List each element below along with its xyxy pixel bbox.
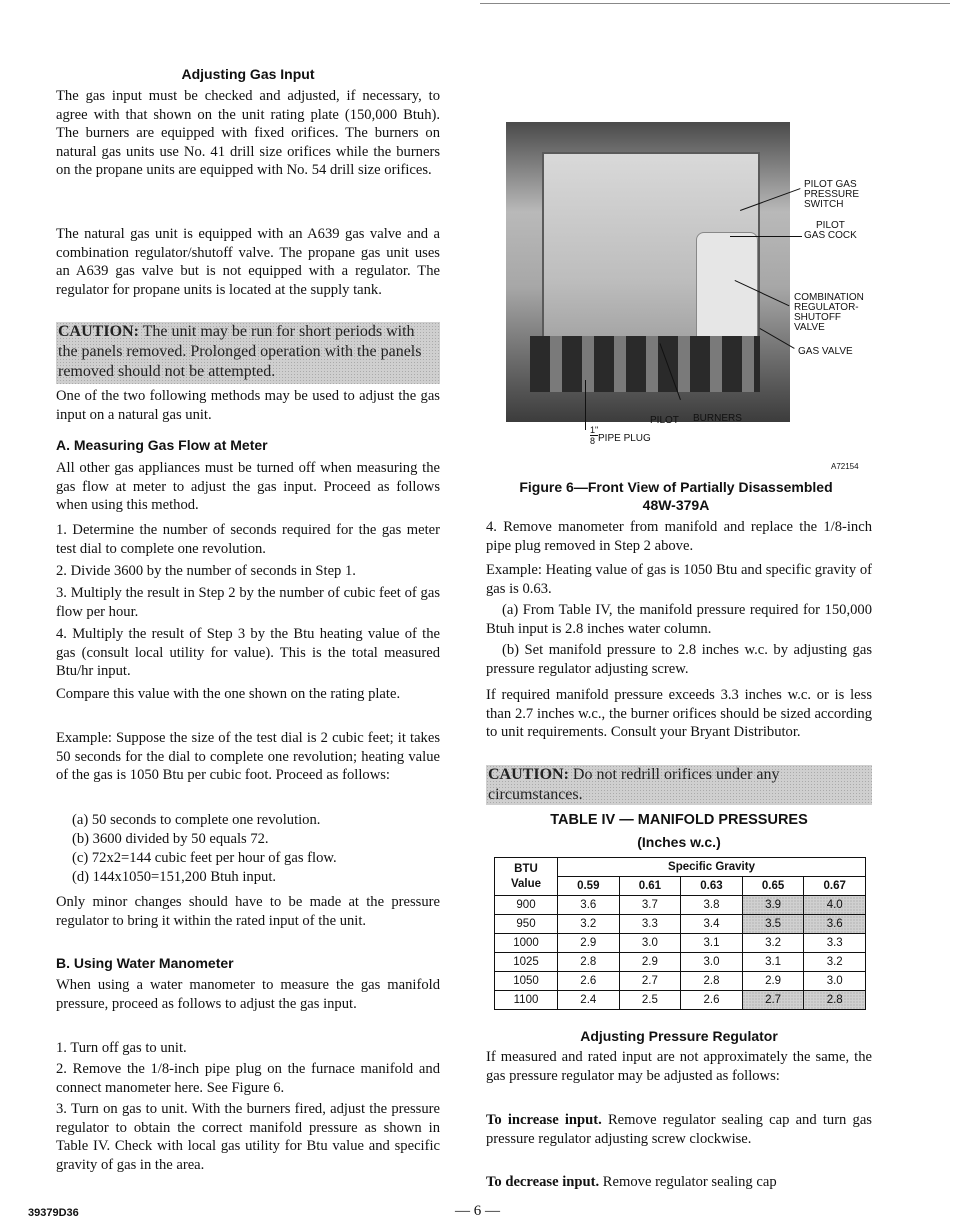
step-4: 4. Multiply the result of Step 3 by the Btu heating value of the gas (consult local utility for value). This is the total measured Btu/hr input. [56, 626, 440, 680]
table-row [495, 915, 866, 934]
pressure-cell: 2.9 [558, 934, 620, 953]
paragraph-regulator: If measured and rated input are not approximately the same, the gas pressure regulator may be adjusted as follows: [486, 1049, 872, 1084]
pressure-cell: 4.0 [804, 896, 866, 915]
increase-text: Remove regulator sealing cap and turn gas pressure regulator adjusting screw clockwise. [486, 1112, 872, 1147]
label-pilot: PILOT [650, 415, 679, 426]
column-header: 0.61 [619, 877, 681, 896]
btu-cell: 950 [495, 915, 558, 934]
table-row [495, 896, 866, 915]
label-gas-valve: GAS VALVE [798, 346, 853, 357]
section-b-heading: B. Using Water Manometer [56, 955, 234, 971]
pressure-cell: 2.9 [619, 953, 681, 972]
step-1: 1. Determine the number of seconds required for the gas meter test dial to complete one revolution. [56, 522, 440, 557]
caution-label: CAUTION: [58, 323, 139, 340]
label-pilot-gas-cock: PILOT GAS COCK [804, 220, 857, 241]
pressure-cell: 2.8 [681, 972, 743, 991]
table-subtitle: (Inches w.c.) [637, 834, 721, 850]
caution-text: The unit may be run for short periods with the panels removed. Prolonged operation with the panels removed should not be attempted. [58, 323, 422, 380]
paragraph-heating-example: Example: Heating value of gas is 1050 Btu and specific gravity of gas is 0.63. [486, 562, 872, 597]
document-number: 39379D36 [28, 1207, 79, 1219]
pressure-cell: 2.6 [681, 991, 743, 1010]
table-row [495, 953, 866, 972]
column-header: 0.63 [681, 877, 743, 896]
pressure-cell: 3.2 [804, 953, 866, 972]
pressure-cell: 3.6 [804, 915, 866, 934]
specific-gravity-header: Specific Gravity [558, 858, 866, 877]
step-3: 3. Multiply the result in Step 2 by the number of cubic feet of gas flow per hour. [56, 585, 440, 620]
step-b1: 1. Turn off gas to unit. [56, 1040, 187, 1056]
paragraph-example: Example: Suppose the size of the test dial is 2 cubic feet; it takes 50 seconds for the dial to complete one revolution; heating value of the gas is 1050 Btu per cubic foot. Proceed as follows: [56, 730, 440, 784]
label-pipe-plug-fraction: 1" 8 [590, 425, 599, 446]
paragraph-meter: All other gas appliances must be turned off when measuring the gas flow at meter to adjust the gas input. Proceed as follows when using this method. [56, 460, 440, 514]
paragraph-manometer: When using a water manometer to measure the gas manifold pressure, proceed as follows to adjust the gas input. [56, 977, 440, 1012]
table-row [495, 934, 866, 953]
pressure-cell: 3.5 [742, 915, 804, 934]
paragraph-compare: Compare this value with the one shown on the rating plate. [56, 686, 401, 702]
example-from-table: (a) From Table IV, the manifold pressure required for 150,000 Btuh input is 2.8 inches water column. [486, 602, 872, 637]
btu-value-header: BTU Value [495, 858, 558, 896]
decrease-text: Remove regulator sealing cap [602, 1174, 777, 1190]
pressure-cell: 3.6 [558, 896, 620, 915]
section-a-heading: A. Measuring Gas Flow at Meter [56, 437, 268, 453]
pressure-cell: 3.4 [681, 915, 743, 934]
table-title: TABLE IV — MANIFOLD PRESSURES [550, 812, 808, 828]
btu-cell: 1050 [495, 972, 558, 991]
pressure-cell: 3.0 [681, 953, 743, 972]
figure-caption-line2: 48W-379A [642, 497, 710, 513]
label-burners: BURNERS [693, 413, 742, 424]
table-row [495, 972, 866, 991]
burner-row [530, 336, 760, 392]
pressure-cell: 2.4 [558, 991, 620, 1010]
column-header: 0.65 [742, 877, 804, 896]
pressure-cell: 3.2 [742, 934, 804, 953]
column-header: 0.67 [804, 877, 866, 896]
table-body [495, 896, 866, 1010]
label-combination-valve: COMBINATION REGULATOR- SHUTOFF VALVE [794, 292, 864, 333]
leader-gas-cock [730, 236, 802, 237]
table-row [495, 991, 866, 1010]
pressure-cell: 3.2 [558, 915, 620, 934]
pressure-cell: 3.0 [804, 972, 866, 991]
page-number: — 6 — [455, 1203, 500, 1219]
paragraph-gas-valve: The natural gas unit is equipped with an A639 gas valve and a combination regulator/shutoff valve. The propane gas unit uses an A639 gas valve but is not equipped with a regulator. The regulator for propane units is located at the supply tank. [56, 226, 440, 298]
label-pipe-plug: PIPE PLUG [598, 433, 651, 444]
caution-text-2: Do not redrill orifices under any circumstances. [488, 766, 780, 803]
pressure-cell: 2.8 [558, 953, 620, 972]
label-pilot-gas-pressure-switch: PILOT GAS PRESSURE SWITCH [804, 179, 860, 210]
adjusting-regulator-heading: Adjusting Pressure Regulator [580, 1028, 778, 1044]
pressure-cell: 2.8 [804, 991, 866, 1010]
paragraph-decrease [486, 1173, 872, 1192]
step-b2: 2. Remove the 1/8-inch pipe plug on the furnace manifold and connect manometer here. See Figure 6. [56, 1061, 440, 1096]
btu-cell: 1100 [495, 991, 558, 1010]
step-b3: 3. Turn on gas to unit. With the burners fired, adjust the pressure regulator to obtain the correct manifold pressure as shown in Table IV. Check with local gas utility for Btu value and specific gravity of gas in the area. [56, 1101, 440, 1173]
leader-pipe-plug [585, 380, 586, 430]
figure-code: A72154 [831, 462, 859, 471]
btu-cell: 1025 [495, 953, 558, 972]
pressure-cell: 2.6 [558, 972, 620, 991]
step-4-remove-manometer: 4. Remove manometer from manifold and replace the 1/8-inch pipe plug removed in Step 2 above. [486, 519, 872, 554]
gas-valve-assembly [696, 232, 758, 344]
caution-label-2: CAUTION: [488, 766, 569, 783]
paragraph-orifices: If required manifold pressure exceeds 3.3 inches w.c. or is less than 2.7 inches w.c., the burner orifices should be sized according to unit requirements. Consult your Bryant Distributor. [486, 687, 872, 741]
step-2: 2. Divide 3600 by the number of seconds in Step 1. [56, 563, 356, 579]
pressure-cell: 3.1 [681, 934, 743, 953]
pressure-cell: 3.9 [742, 896, 804, 915]
pressure-cell: 2.9 [742, 972, 804, 991]
caution-box-redrill [486, 765, 872, 805]
figure-caption-line1: Figure 6—Front View of Partially Disassembled [519, 479, 833, 495]
pressure-cell: 3.3 [804, 934, 866, 953]
manifold-pressure-table [494, 857, 866, 1010]
btu-cell: 1000 [495, 934, 558, 953]
btu-cell: 900 [495, 896, 558, 915]
column-header: 0.59 [558, 877, 620, 896]
pressure-cell: 3.1 [742, 953, 804, 972]
increase-label: To increase input. [486, 1112, 602, 1128]
decrease-label: To decrease input. [486, 1174, 600, 1190]
pressure-cell: 2.7 [742, 991, 804, 1010]
pressure-cell: 3.3 [619, 915, 681, 934]
pressure-cell: 2.7 [619, 972, 681, 991]
example-c: (c) 72x2=144 cubic feet per hour of gas flow. [72, 850, 337, 866]
pressure-cell: 3.7 [619, 896, 681, 915]
pressure-cell: 3.0 [619, 934, 681, 953]
example-set-manifold: (b) Set manifold pressure to 2.8 inches w.c. by adjusting gas pressure regulator adjusting screw. [486, 642, 872, 677]
pressure-cell: 3.8 [681, 896, 743, 915]
paragraph-methods: One of the two following methods may be used to adjust the gas input on a natural gas unit. [56, 388, 440, 423]
paragraph-gas-input: The gas input must be checked and adjusted, if necessary, to agree with that shown on the unit rating plate (150,000 Btuh). The burners are equipped with fixed orifices. The burners on natural gas units use No. 41 drill size orifices while the burners on the propane units are equipped with No. 54 drill size orifices. [56, 88, 440, 179]
caution-box-panels [56, 322, 440, 384]
paragraph-minor-changes: Only minor changes should have to be made at the pressure regulator to bring it within the rated input of the unit. [56, 894, 440, 929]
example-b: (b) 3600 divided by 50 equals 72. [72, 831, 269, 847]
furnace-photo [506, 122, 790, 422]
pressure-cell: 2.5 [619, 991, 681, 1010]
adjusting-gas-input-heading: Adjusting Gas Input [181, 66, 315, 82]
paragraph-increase [486, 1111, 872, 1148]
example-a: (a) 50 seconds to complete one revolution. [72, 812, 321, 828]
top-rule [480, 3, 950, 4]
example-d: (d) 144x1050=151,200 Btuh input. [72, 869, 277, 885]
